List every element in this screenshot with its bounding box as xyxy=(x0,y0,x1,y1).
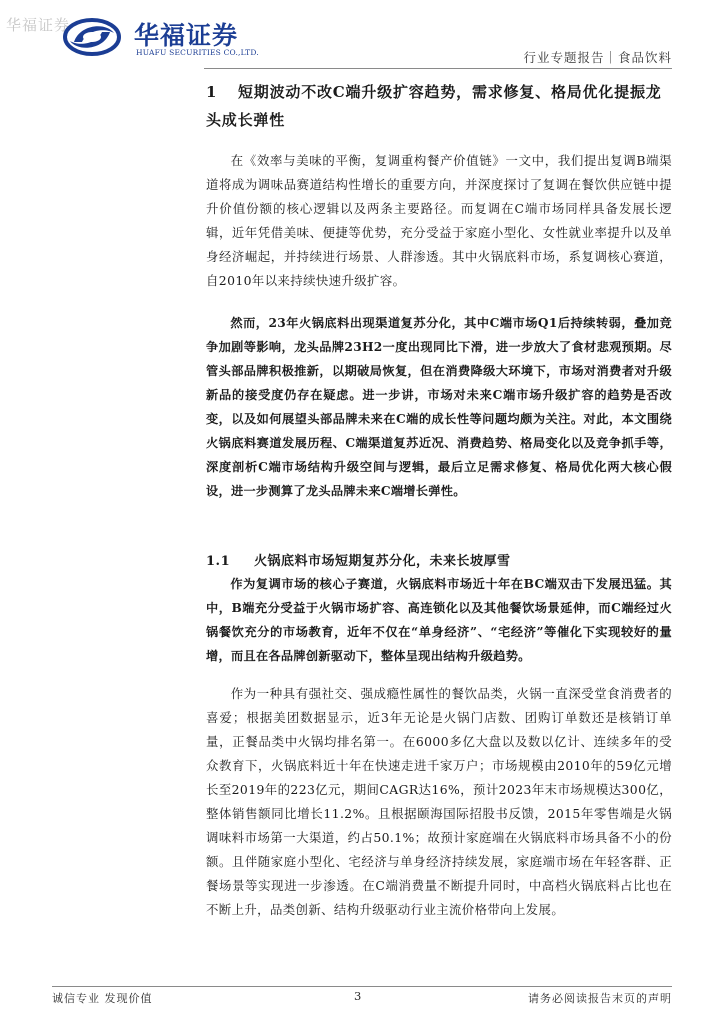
paragraph-summary: 然而，23年火锅底料出现渠道复苏分化，其中C端市场Q1后持续转弱，叠加竞争加剧等影响，龙头品牌23H2一度出现同比下滑，进一步放大了食材悲观预期。尽管头部品牌积极推新，以期破局恢复，但在消费降级大环境下，市场对消费者对升级新品的接受度仍存在疑虑。进一步讲，市场对未来C端市场升级扩容的趋势是否改变，以及如何展望头部品牌未来在C端的成长性等问题均颇为关注。对此，本文围绕火锅底料赛道发展历程、C端渠道复苏近况、消费趋势、格局变化以及竞争抓手等，深度剖析C端市场结构升级空间与逻辑，最后立足需求修复、格局优化两大核心假设，进一步测算了龙头品牌未来C端增长弹性。 xyxy=(206,316,672,498)
paragraph-market-size: 作为一种具有强社交、强成瘾性属性的餐饮品类，火锅一直深受堂食消费者的喜爱；根据美团数据显示，近3年无论是火锅门店数、团购订单数还是核销订单量，正餐品类中火锅均排名第一。在6000多亿大盘以及数以亿计、连续多年的受众教育下，火锅底料近十年在快速走进千家万户；市场规模由2010年的59亿元增长至2019年的223亿元，期间CAGR达16%，预计2023年末市场规模达300亿，整体销售额同比增长11.2%。且根据颐海国际招股书反馈，2015年零售端是火锅调味料市场第一大渠道，约占50.1%；故预计家庭端在火锅底料市场具备不小的份额。且伴随家庭小型化、宅经济与单身经济持续发展，家庭端市场在年轻客群、正餐场景等实现进一步渗透。在C端消费量不断提升同时，中高档火锅底料占比也在不断上升，品类创新、结构升级驱动行业主流价格带向上发展。 xyxy=(206,686,672,917)
subsection-title: 火锅底料市场短期复苏分化，未来长坡厚雪 xyxy=(254,554,511,569)
watermark-text: 华福证券 xyxy=(6,16,71,34)
report-type-label: 行业专题报告｜食品饮料 xyxy=(523,50,672,65)
section-heading xyxy=(206,78,672,134)
subsection-number: 1.1 xyxy=(206,554,231,569)
logo-name-cn: 华福证券 xyxy=(134,21,239,50)
page-number: 3 xyxy=(354,989,362,1003)
header-divider xyxy=(204,68,672,69)
section-number: 1 xyxy=(206,83,218,101)
logo-name-en: HUAFU SECURITIES CO.,LTD. xyxy=(136,48,259,57)
subsection-heading xyxy=(206,552,672,572)
paragraph-market-overview: 作为复调市场的核心子赛道，火锅底料市场近十年在BC端双击下发展迅猛。其中，B端充分受益于火锅市场扩容、高连锁化以及其他餐饮场景延伸，而C端经过火锅餐饮充分的市场教育，近年不仅在“单身经济”、“宅经济”等催化下实现较好的量增，而且在各品牌创新驱动下，整体呈现出结构升级趋势。 xyxy=(206,577,672,663)
footer-disclaimer: 请务必阅读报告末页的声明 xyxy=(528,992,672,1005)
footer-divider xyxy=(52,986,672,987)
huafu-swirl-logo-icon xyxy=(62,16,126,58)
footer-slogan: 诚信专业 发现价值 xyxy=(52,992,153,1005)
paragraph-intro: 在《效率与美味的平衡，复调重构餐产价值链》一文中，我们提出复调B端渠道将成为调味品赛道结构性增长的重要方向，并深度探讨了复调在餐饮供应链中提升价值份额的核心逻辑以及两条主要路径。而复调在C端市场同样具备发展长逻辑，近年凭借美味、便捷等优势，充分受益于家庭小型化、女性就业率提升以及单身经济崛起，并持续进行场景、人群渗透。其中火锅底料市场，系复调核心赛道，自2010年以来持续快速升级扩容。 xyxy=(206,153,672,288)
section-title: 短期波动不改C端升级扩容趋势，需求修复、格局优化提振龙头成长弹性 xyxy=(206,83,662,129)
